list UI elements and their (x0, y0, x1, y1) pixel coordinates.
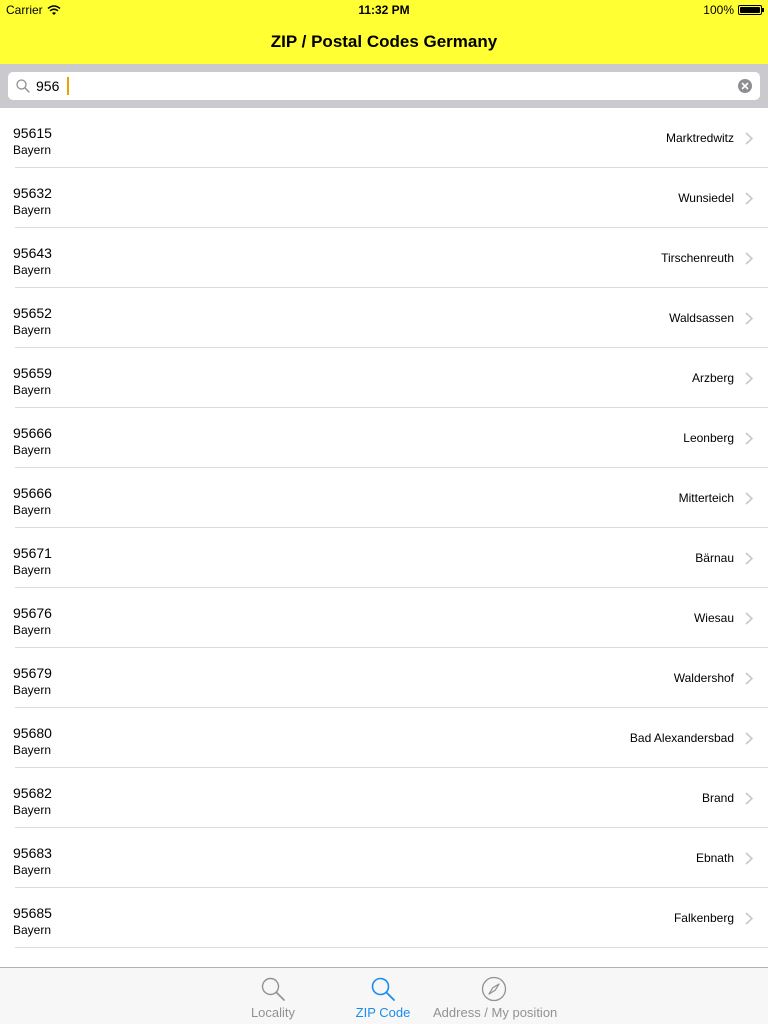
search-input[interactable] (36, 72, 736, 100)
list-item[interactable] (0, 648, 768, 708)
chevron-right-icon (745, 612, 753, 625)
status-time: 11:32 PM (358, 3, 410, 17)
battery-percent: 100% (703, 3, 734, 17)
city-label: Tirschenreuth (661, 251, 734, 265)
status-bar (0, 0, 768, 20)
city-label: Arzberg (691, 371, 734, 385)
city-label: Marktredwitz (665, 131, 734, 145)
tab-bar (0, 967, 768, 1024)
clear-icon[interactable] (738, 79, 752, 93)
city-label: Bad Alexandersbad (629, 731, 734, 745)
state-label: Bayern (13, 323, 52, 337)
list-item[interactable] (0, 408, 768, 468)
compass-icon (481, 976, 507, 1002)
list-item[interactable] (0, 768, 768, 828)
city-label: Waldershof (673, 671, 734, 685)
chevron-right-icon (745, 732, 753, 745)
zip-code: 95676 (13, 605, 52, 621)
tab-locality[interactable] (233, 968, 313, 1024)
search-bar (0, 64, 768, 108)
city-label: Mitterteich (678, 491, 734, 505)
tab-label: Address / My position (433, 1005, 558, 1020)
list-item[interactable] (0, 528, 768, 588)
zip-code: 95615 (13, 125, 52, 141)
result-list (0, 108, 768, 967)
carrier-label: Carrier (6, 3, 43, 17)
chevron-right-icon (745, 312, 753, 325)
chevron-right-icon (745, 132, 753, 145)
zip-code: 95671 (13, 545, 52, 561)
zip-code: 95682 (13, 785, 52, 801)
zip-code: 95683 (13, 845, 52, 861)
battery-icon (738, 5, 762, 15)
zip-code: 95680 (13, 725, 52, 741)
zip-code: 95666 (13, 485, 52, 501)
zip-code: 95659 (13, 365, 52, 381)
city-label: Wiesau (693, 611, 734, 625)
list-item[interactable] (0, 108, 768, 168)
zip-code: 95685 (13, 905, 52, 921)
text-cursor (67, 77, 69, 95)
state-label: Bayern (13, 803, 52, 817)
list-item[interactable] (0, 468, 768, 528)
state-label: Bayern (13, 203, 52, 217)
state-label: Bayern (13, 563, 52, 577)
city-label: Brand (701, 791, 734, 805)
status-right (703, 3, 762, 17)
city-label: Leonberg (683, 431, 734, 445)
magnifier-icon (260, 976, 286, 1002)
tab-zip-code[interactable] (343, 968, 423, 1024)
city-label: Waldsassen (669, 311, 734, 325)
state-label: Bayern (13, 143, 52, 157)
tab-label: Locality (250, 1005, 296, 1020)
header (0, 0, 768, 64)
zip-code: 95666 (13, 425, 52, 441)
state-label: Bayern (13, 743, 52, 757)
magnifier-icon (370, 976, 396, 1002)
zip-code: 95679 (13, 665, 52, 681)
page-title: ZIP / Postal Codes Germany (270, 32, 498, 51)
tab-label: ZIP Code (355, 1005, 411, 1020)
chevron-right-icon (745, 192, 753, 205)
list-item[interactable] (0, 828, 768, 888)
list-item[interactable] (0, 288, 768, 348)
chevron-right-icon (745, 492, 753, 505)
chevron-right-icon (745, 792, 753, 805)
state-label: Bayern (13, 443, 52, 457)
zip-code: 95632 (13, 185, 52, 201)
chevron-right-icon (745, 252, 753, 265)
list-item[interactable] (0, 588, 768, 648)
state-label: Bayern (13, 623, 52, 637)
chevron-right-icon (745, 552, 753, 565)
state-label: Bayern (13, 503, 52, 517)
zip-code: 95652 (13, 305, 52, 321)
city-label: Wunsiedel (678, 191, 734, 205)
state-label: Bayern (13, 923, 52, 937)
list-item[interactable] (0, 708, 768, 768)
state-label: Bayern (13, 683, 52, 697)
chevron-right-icon (745, 372, 753, 385)
city-label: Falkenberg (673, 911, 734, 925)
state-label: Bayern (13, 863, 52, 877)
list-item[interactable] (0, 228, 768, 288)
city-label: Ebnath (695, 851, 734, 865)
state-label: Bayern (13, 383, 52, 397)
city-label: Bärnau (695, 551, 734, 565)
search-icon (16, 79, 30, 93)
list-item[interactable] (0, 168, 768, 228)
search-field[interactable] (8, 72, 760, 100)
state-label: Bayern (13, 263, 52, 277)
zip-code: 95643 (13, 245, 52, 261)
chevron-right-icon (745, 432, 753, 445)
list-item[interactable] (0, 348, 768, 408)
chevron-right-icon (745, 852, 753, 865)
list-item[interactable] (0, 888, 768, 948)
tab-address[interactable] (433, 968, 558, 1024)
chevron-right-icon (745, 672, 753, 685)
chevron-right-icon (745, 912, 753, 925)
